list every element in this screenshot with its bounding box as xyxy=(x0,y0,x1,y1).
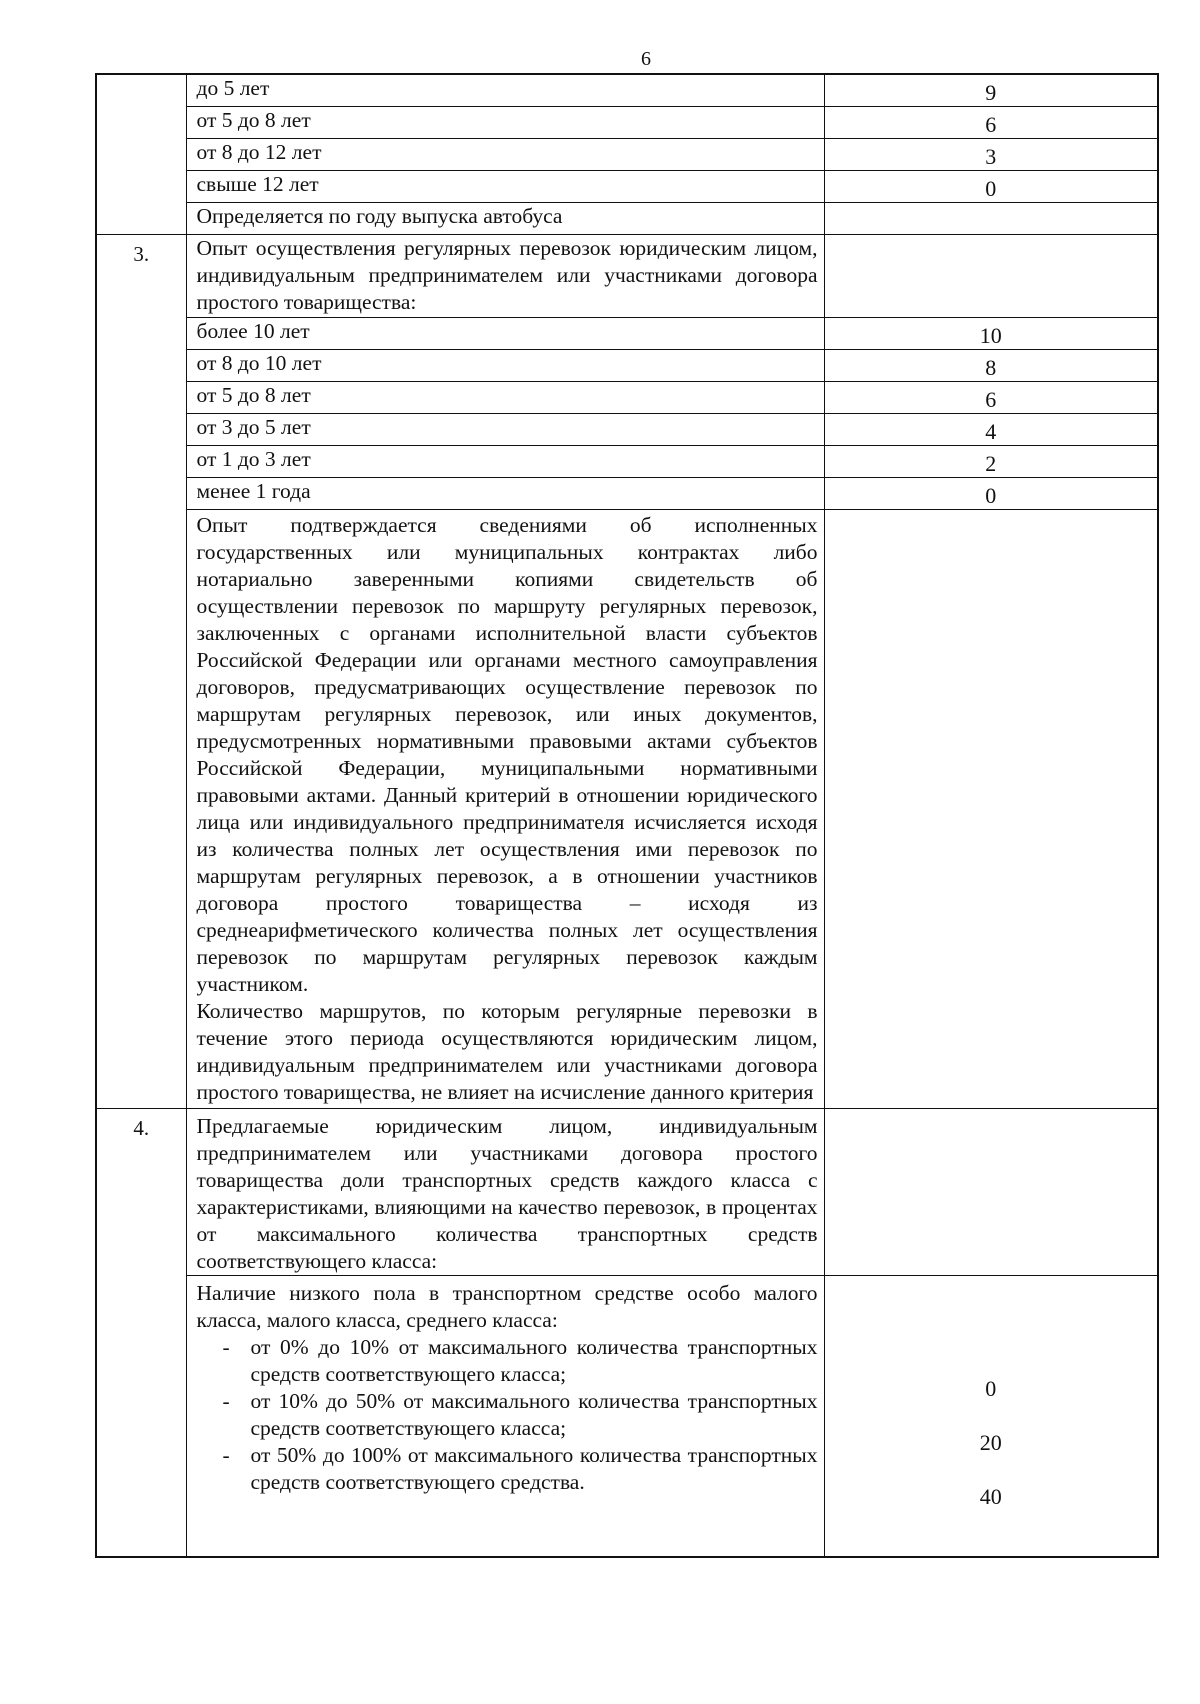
criterion-score-empty xyxy=(824,1109,1158,1276)
criterion-label: от 5 до 8 лет xyxy=(186,107,824,139)
criterion-score: 0 xyxy=(824,478,1158,510)
criterion-label: от 3 до 5 лет xyxy=(186,414,824,446)
note-paragraph: Количество маршрутов, по которым регулярные перевозки в течение этого периода осуществляются юридическим лицом, индивидуальным предпринимателем или участниками договора простого товарищества, не влияет на исчисление данного критерия xyxy=(196,999,818,1104)
criterion-label: от 8 до 12 лет xyxy=(186,139,824,171)
criterion-score-empty xyxy=(824,235,1158,318)
table-row xyxy=(96,382,1158,414)
criterion-note: Определяется по году выпуска автобуса xyxy=(186,203,824,235)
criterion-scores xyxy=(824,1276,1158,1558)
criterion-score: 8 xyxy=(824,350,1158,382)
criterion-score: 3 xyxy=(824,139,1158,171)
criterion-label: от 8 до 10 лет xyxy=(186,350,824,382)
table-row xyxy=(96,139,1158,171)
table-row xyxy=(96,446,1158,478)
table-row xyxy=(96,350,1158,382)
criterion-label: менее 1 года xyxy=(186,478,824,510)
table-row xyxy=(96,510,1158,1109)
table-row xyxy=(96,414,1158,446)
criterion-title: Опыт осуществления регулярных перевозок юридическим лицом, индивидуальным предпринимателем или участниками договора простого товарищества: xyxy=(186,235,824,318)
row-number: 4. xyxy=(96,1109,186,1558)
criterion-title: Предлагаемые юридическим лицом, индивидуальным предпринимателем или участниками договора простого товарищества доли транспортных средств каждого класса с характеристиками, влияющими на качество перевозок, в процентах от максимального количества транспортных средств соответствующего класса: xyxy=(186,1109,824,1276)
row-number-empty xyxy=(96,74,186,235)
criterion-score: 9 xyxy=(824,74,1158,107)
note-paragraph: Опыт подтверждается сведениями об исполненных государственных или муниципальных контрактах либо нотариально заверенными копиями свидетельств об осуществлении перевозок по маршруту регулярных перевозок, заключенных с органами исполнительной власти субъектов Российской Федерации или органами местного самоуправления договоров, предусматривающих осуществление перевозок по маршрутам регулярных перевозок, или иных документов, предусмотренных нормативными правовыми актами субъектов Российской Федерации, муниципальными нормативными правовыми актами. Данный критерий в отношении юридического лица или индивидуального предпринимателя исчисляется исходя из количества полных лет осуществления ими перевозок по маршрутам регулярных перевозок, а в отношении участников договора простого товарищества – исходя из среднеарифметического количества полных лет осуществления перевозок по маршрутам регулярных перевозок каждым участником. xyxy=(196,513,818,996)
criterion-label: до 5 лет xyxy=(186,74,824,107)
table-row xyxy=(96,1276,1158,1558)
criterion-label: более 10 лет xyxy=(186,318,824,350)
table-row xyxy=(96,318,1158,350)
criteria-table xyxy=(95,73,1159,1558)
list-item: - от 0% до 10% от максимального количества транспортных средств соответствующего класса; xyxy=(197,1334,818,1388)
page-number: 6 xyxy=(641,48,651,70)
table-row xyxy=(96,478,1158,510)
subsection-intro: Наличие низкого пола в транспортном средстве особо малого класса, малого класса, среднего класса: xyxy=(196,1281,818,1332)
row-number: 3. xyxy=(96,235,186,1109)
table-row xyxy=(96,1109,1158,1276)
criterion-score: 0 xyxy=(985,1376,997,1401)
table-row xyxy=(96,203,1158,235)
criterion-label: от 1 до 3 лет xyxy=(186,446,824,478)
table-row xyxy=(96,107,1158,139)
criterion-score: 0 xyxy=(824,171,1158,203)
bullet-list xyxy=(197,1334,818,1496)
criterion-score: 20 xyxy=(979,1430,1002,1455)
list-item: - от 10% до 50% от максимального количества транспортных средств соответствующего класса; xyxy=(197,1388,818,1442)
criterion-score: 6 xyxy=(824,107,1158,139)
criterion-score-empty xyxy=(824,510,1158,1109)
criterion-label: от 5 до 8 лет xyxy=(186,382,824,414)
criterion-score: 2 xyxy=(824,446,1158,478)
table-row xyxy=(96,235,1158,318)
table-row xyxy=(96,74,1158,107)
criterion-score: 4 xyxy=(824,414,1158,446)
criterion-label: свыше 12 лет xyxy=(186,171,824,203)
criterion-subsection xyxy=(186,1276,824,1558)
criterion-score: 6 xyxy=(824,382,1158,414)
criterion-score-empty xyxy=(824,203,1158,235)
criterion-note xyxy=(186,510,824,1109)
list-item: - от 50% до 100% от максимального количества транспортных средств соответствующего средства. xyxy=(197,1442,818,1496)
criterion-score: 40 xyxy=(979,1484,1002,1509)
table-row xyxy=(96,171,1158,203)
criterion-score: 10 xyxy=(824,318,1158,350)
